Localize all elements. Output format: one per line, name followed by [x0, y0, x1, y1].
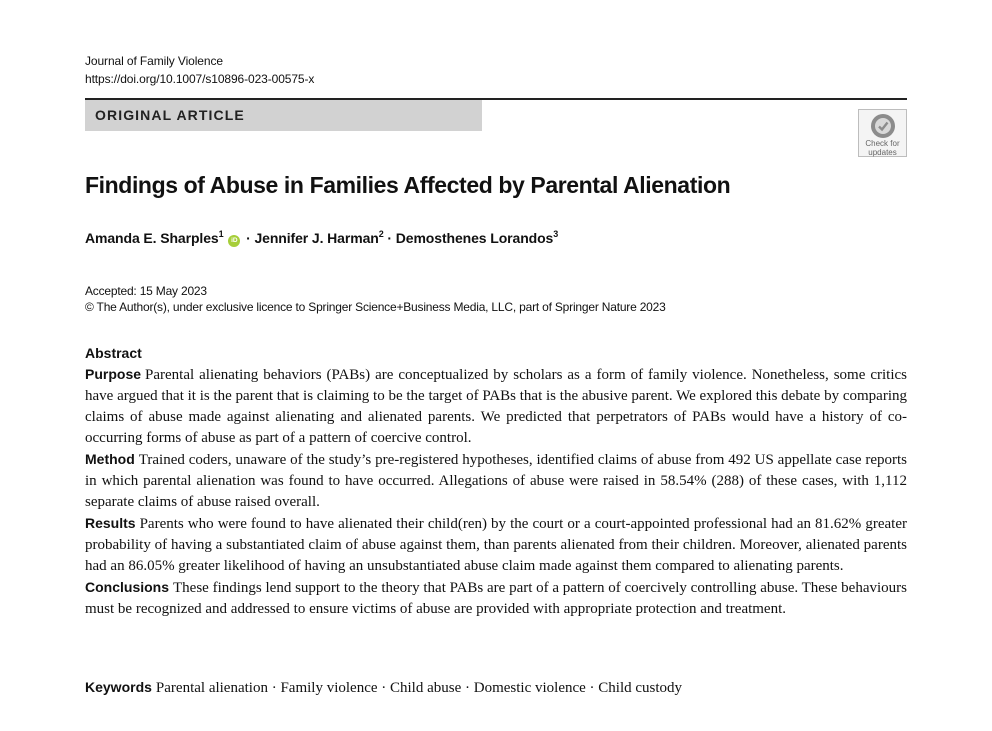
- abstract-text: Trained coders, unaware of the study’s pre-registered hypotheses, identified claims of abuse from 492 US appellate case reports in which parental alienation was found to have occurred. Allegations of abuse were raised in 58.54% (288) of these cases, with 1,112 separate claims of abuse raised overall.: [85, 452, 907, 510]
- orcid-icon[interactable]: iD: [228, 235, 240, 247]
- publication-dates: [85, 283, 666, 315]
- article-title: Findings of Abuse in Families Affected by Parental Alienation: [85, 172, 731, 198]
- keywords-label: Keywords: [85, 679, 152, 695]
- abstract-label: Conclusions: [85, 579, 170, 595]
- author-affiliation: 1: [218, 229, 224, 239]
- abstract-section-method: [85, 449, 907, 513]
- abstract-label: Method: [85, 451, 135, 467]
- check-for-updates-icon: [870, 113, 896, 139]
- keywords-text: Parental alienation · Family violence · Child abuse · Domestic violence · Child custody: [155, 680, 683, 696]
- abstract-section-purpose: [85, 364, 907, 449]
- journal-info: [85, 52, 314, 88]
- abstract-text: These findings lend support to the theory that PABs are part of a pattern of coercively controlling abuse. These behaviours must be recognized and addressed to ensure victims of abuse are provided with appropriate protection and treatment.: [85, 580, 907, 617]
- article-type-banner: ORIGINAL ARTICLE: [85, 100, 482, 131]
- abstract-label: Results: [85, 515, 136, 531]
- abstract-body: [85, 364, 907, 620]
- author-name[interactable]: Demosthenes Lorandos: [395, 230, 554, 246]
- author-affiliation: 3: [553, 229, 559, 239]
- check-for-updates-line1: Check for: [865, 139, 900, 148]
- abstract-section-conclusions: [85, 577, 907, 620]
- author-list: [85, 229, 558, 247]
- check-for-updates-button[interactable]: [858, 109, 907, 157]
- accepted-date: Accepted: 15 May 2023: [85, 284, 207, 298]
- doi-link[interactable]: https://doi.org/10.1007/s10896-023-00575-x: [85, 72, 315, 86]
- journal-name: Journal of Family Violence: [85, 54, 223, 68]
- author-separator: ·: [246, 230, 251, 246]
- abstract-heading: Abstract: [85, 345, 142, 361]
- author-affiliation: 2: [378, 229, 384, 239]
- author-separator: ·: [387, 230, 392, 246]
- abstract-text: Parental alienating behaviors (PABs) are conceptualized by scholars as a form of family violence. Nonetheless, some critics have argued that it is the parent that is claiming to be the target of PABs that is the abusive parent. We explored this debate by comparing claims of abuse made against alienating and alienated parents. We predicted that perpetrators of PABs would have a history of co-occurring forms of abuse as part of a pattern of coercive control.: [85, 367, 907, 446]
- abstract-text: Parents who were found to have alienated their child(ren) by the court or a court-appointed professional had an 81.62% greater probability of having a substantiated claim of abuse against them, than parents alienated from their children. Moreover, alienated parents had an 86.05% greater likelihood of having an unsubstantiated abuse claim made against them compared to alienating parents.: [85, 516, 907, 574]
- keywords: [85, 677, 682, 699]
- abstract-section-results: [85, 513, 907, 577]
- abstract-label: Purpose: [85, 366, 142, 382]
- check-for-updates-line2: updates: [868, 148, 897, 157]
- author-name[interactable]: Jennifer J. Harman: [254, 230, 379, 246]
- copyright-notice: © The Author(s), under exclusive licence to Springer Science+Business Media, LLC, part of Springer Nature 2023: [85, 300, 666, 314]
- author-name[interactable]: Amanda E. Sharples: [85, 230, 219, 246]
